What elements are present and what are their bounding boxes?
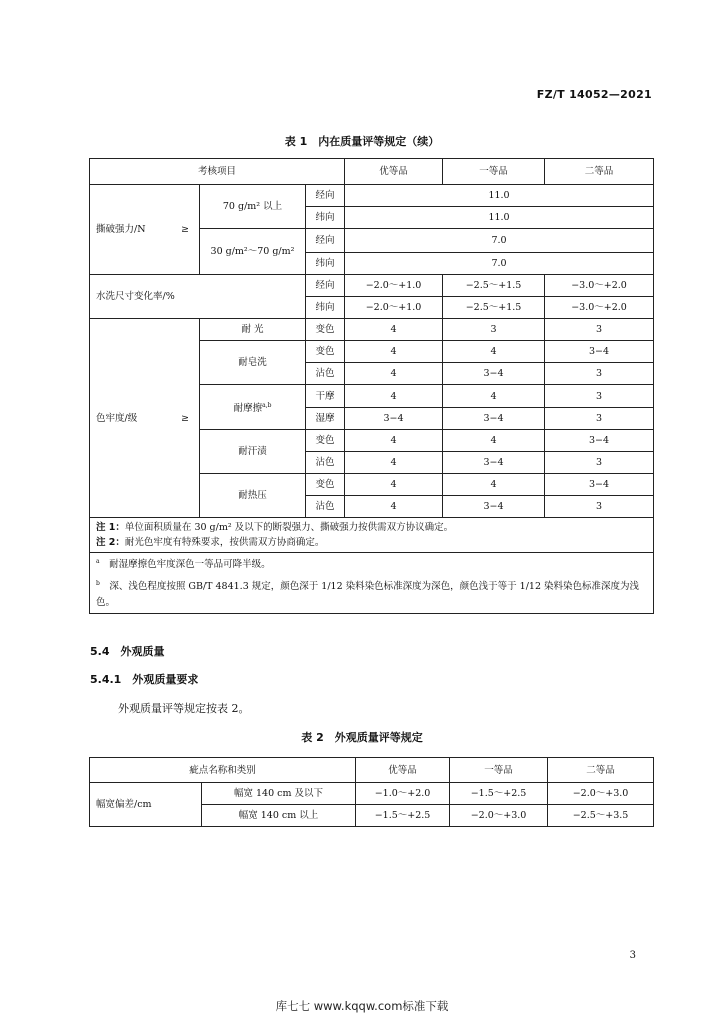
table-cell: 3 — [545, 496, 654, 518]
tear-warp-2: 经向 — [306, 229, 345, 253]
table-cell: 4 — [345, 341, 443, 363]
footnote-a: $^a$ 耐湿摩擦色牢度深色一等品可降半级。 — [90, 553, 654, 576]
hot-sub-1: 变色 — [306, 474, 345, 496]
wash-change-label: 水洗尺寸变化率/% — [90, 275, 306, 319]
table-cell: 3 — [443, 319, 545, 341]
table-cell: 4 — [443, 474, 545, 496]
tear-value-3: 7.0 — [345, 229, 654, 253]
fastness-hot-press: 耐热压 — [200, 474, 306, 518]
table-cell: −2.0～+3.0 — [450, 805, 548, 827]
t1-header-item: 考核项目 — [90, 159, 345, 185]
table-cell: 4 — [443, 385, 545, 408]
wash-weft-first: −2.5～+1.5 — [443, 297, 545, 319]
t2-header-second: 二等品 — [548, 758, 654, 783]
fastness-rub: 耐摩擦$^{a,b}$ — [200, 385, 306, 430]
wash-warp-second: −3.0～+2.0 — [545, 275, 654, 297]
rub-sub-2: 湿摩 — [306, 408, 345, 430]
table-cell: 4 — [345, 452, 443, 474]
table-cell: 4 — [345, 430, 443, 452]
table-cell: 3−4 — [545, 430, 654, 452]
t1-header-premium: 优等品 — [345, 159, 443, 185]
table-cell: 3−4 — [545, 341, 654, 363]
table-cell: 3 — [545, 363, 654, 385]
t1-header-first: 一等品 — [443, 159, 545, 185]
t2-header-defect: 疵点名称和类别 — [90, 758, 356, 783]
soap-sub-1: 变色 — [306, 341, 345, 363]
table-cell: 3 — [545, 385, 654, 408]
tear-weft-1: 纬向 — [306, 207, 345, 229]
table-cell: 4 — [443, 430, 545, 452]
footer-watermark: 库七七 www.kqqw.com标准下载 — [275, 999, 449, 1013]
footnote-b: $^b$ 深、浅色程度按照 GB/T 4841.3 规定，颜色深于 1/12 染料染色标准深度为深色，颜色浅于等于 1/12 染料染色标准深度为浅色。 — [90, 575, 654, 614]
tear-value-1: 11.0 — [345, 185, 654, 207]
table-cell: 3−4 — [443, 496, 545, 518]
table-cell: −2.0～+3.0 — [548, 783, 654, 805]
table-cell: 4 — [345, 496, 443, 518]
sweat-sub-1: 变色 — [306, 430, 345, 452]
t2-header-premium: 优等品 — [356, 758, 450, 783]
color-fastness-label: 色牢度/级 ≥ — [90, 319, 200, 518]
table1 — [89, 158, 654, 614]
table-cell: 3−4 — [545, 474, 654, 496]
light-sub: 变色 — [306, 319, 345, 341]
table-cell: 3 — [545, 319, 654, 341]
fastness-light: 耐 光 — [200, 319, 306, 341]
tear-warp-1: 经向 — [306, 185, 345, 207]
section-5-4-1: 5.4.1 外观质量要求 — [90, 673, 199, 686]
table-cell: 3 — [545, 408, 654, 430]
section-5-4: 5.4 外观质量 — [90, 645, 165, 658]
fastness-sweat: 耐汗渍 — [200, 430, 306, 474]
tear-group-70: 70 g/m² 以上 — [200, 185, 306, 229]
wash-warp: 经向 — [306, 275, 345, 297]
table-cell: 4 — [345, 385, 443, 408]
fastness-soap: 耐皂洗 — [200, 341, 306, 385]
wash-weft: 纬向 — [306, 297, 345, 319]
width-cat-2: 幅宽 140 cm 以上 — [202, 805, 356, 827]
rub-sub-1: 干摩 — [306, 385, 345, 408]
width-deviation-label: 幅宽偏差/cm — [90, 783, 202, 827]
table-cell: 3−4 — [443, 452, 545, 474]
tear-group-30-70: 30 g/m²～70 g/m² — [200, 229, 306, 275]
table-cell: −1.5～+2.5 — [450, 783, 548, 805]
t2-header-first: 一等品 — [450, 758, 548, 783]
table-cell: 4 — [443, 341, 545, 363]
table-cell: 4 — [345, 474, 443, 496]
width-cat-1: 幅宽 140 cm 及以下 — [202, 783, 356, 805]
page-number: 3 — [629, 950, 636, 961]
tear-strength-label: 撕破强力/N ≥ — [90, 185, 200, 275]
table-cell: 4 — [345, 319, 443, 341]
soap-sub-2: 沾色 — [306, 363, 345, 385]
wash-weft-second: −3.0～+2.0 — [545, 297, 654, 319]
wash-warp-first: −2.5～+1.5 — [443, 275, 545, 297]
table1-caption: 表 1 内在质量评等规定（续） — [284, 135, 440, 148]
table2 — [89, 757, 654, 827]
table-cell: 3−4 — [345, 408, 443, 430]
standard-code: FZ/T 14052—2021 — [536, 88, 652, 101]
table-cell: 3−4 — [443, 363, 545, 385]
sweat-sub-2: 沾色 — [306, 452, 345, 474]
wash-warp-premium: −2.0～+1.0 — [345, 275, 443, 297]
table-cell: 3−4 — [443, 408, 545, 430]
paragraph: 外观质量评等规定按表 2。 — [118, 702, 250, 715]
table1-notes: 注 1：单位面积质量在 30 g/m² 及以下的断裂强力、撕破强力按供需双方协议确定。 注 2：耐光色牢度有特殊要求，按供需双方协商确定。 — [90, 518, 654, 553]
hot-sub-2: 沾色 — [306, 496, 345, 518]
wash-weft-premium: −2.0～+1.0 — [345, 297, 443, 319]
tear-weft-2: 纬向 — [306, 253, 345, 275]
table-cell: −2.5～+3.5 — [548, 805, 654, 827]
table-cell: −1.0～+2.0 — [356, 783, 450, 805]
tear-value-2: 11.0 — [345, 207, 654, 229]
table-cell: −1.5～+2.5 — [356, 805, 450, 827]
table-cell: 4 — [345, 363, 443, 385]
table-cell: 3 — [545, 452, 654, 474]
t1-header-second: 二等品 — [545, 159, 654, 185]
table2-caption: 表 2 外观质量评等规定 — [301, 731, 423, 744]
tear-value-4: 7.0 — [345, 253, 654, 275]
